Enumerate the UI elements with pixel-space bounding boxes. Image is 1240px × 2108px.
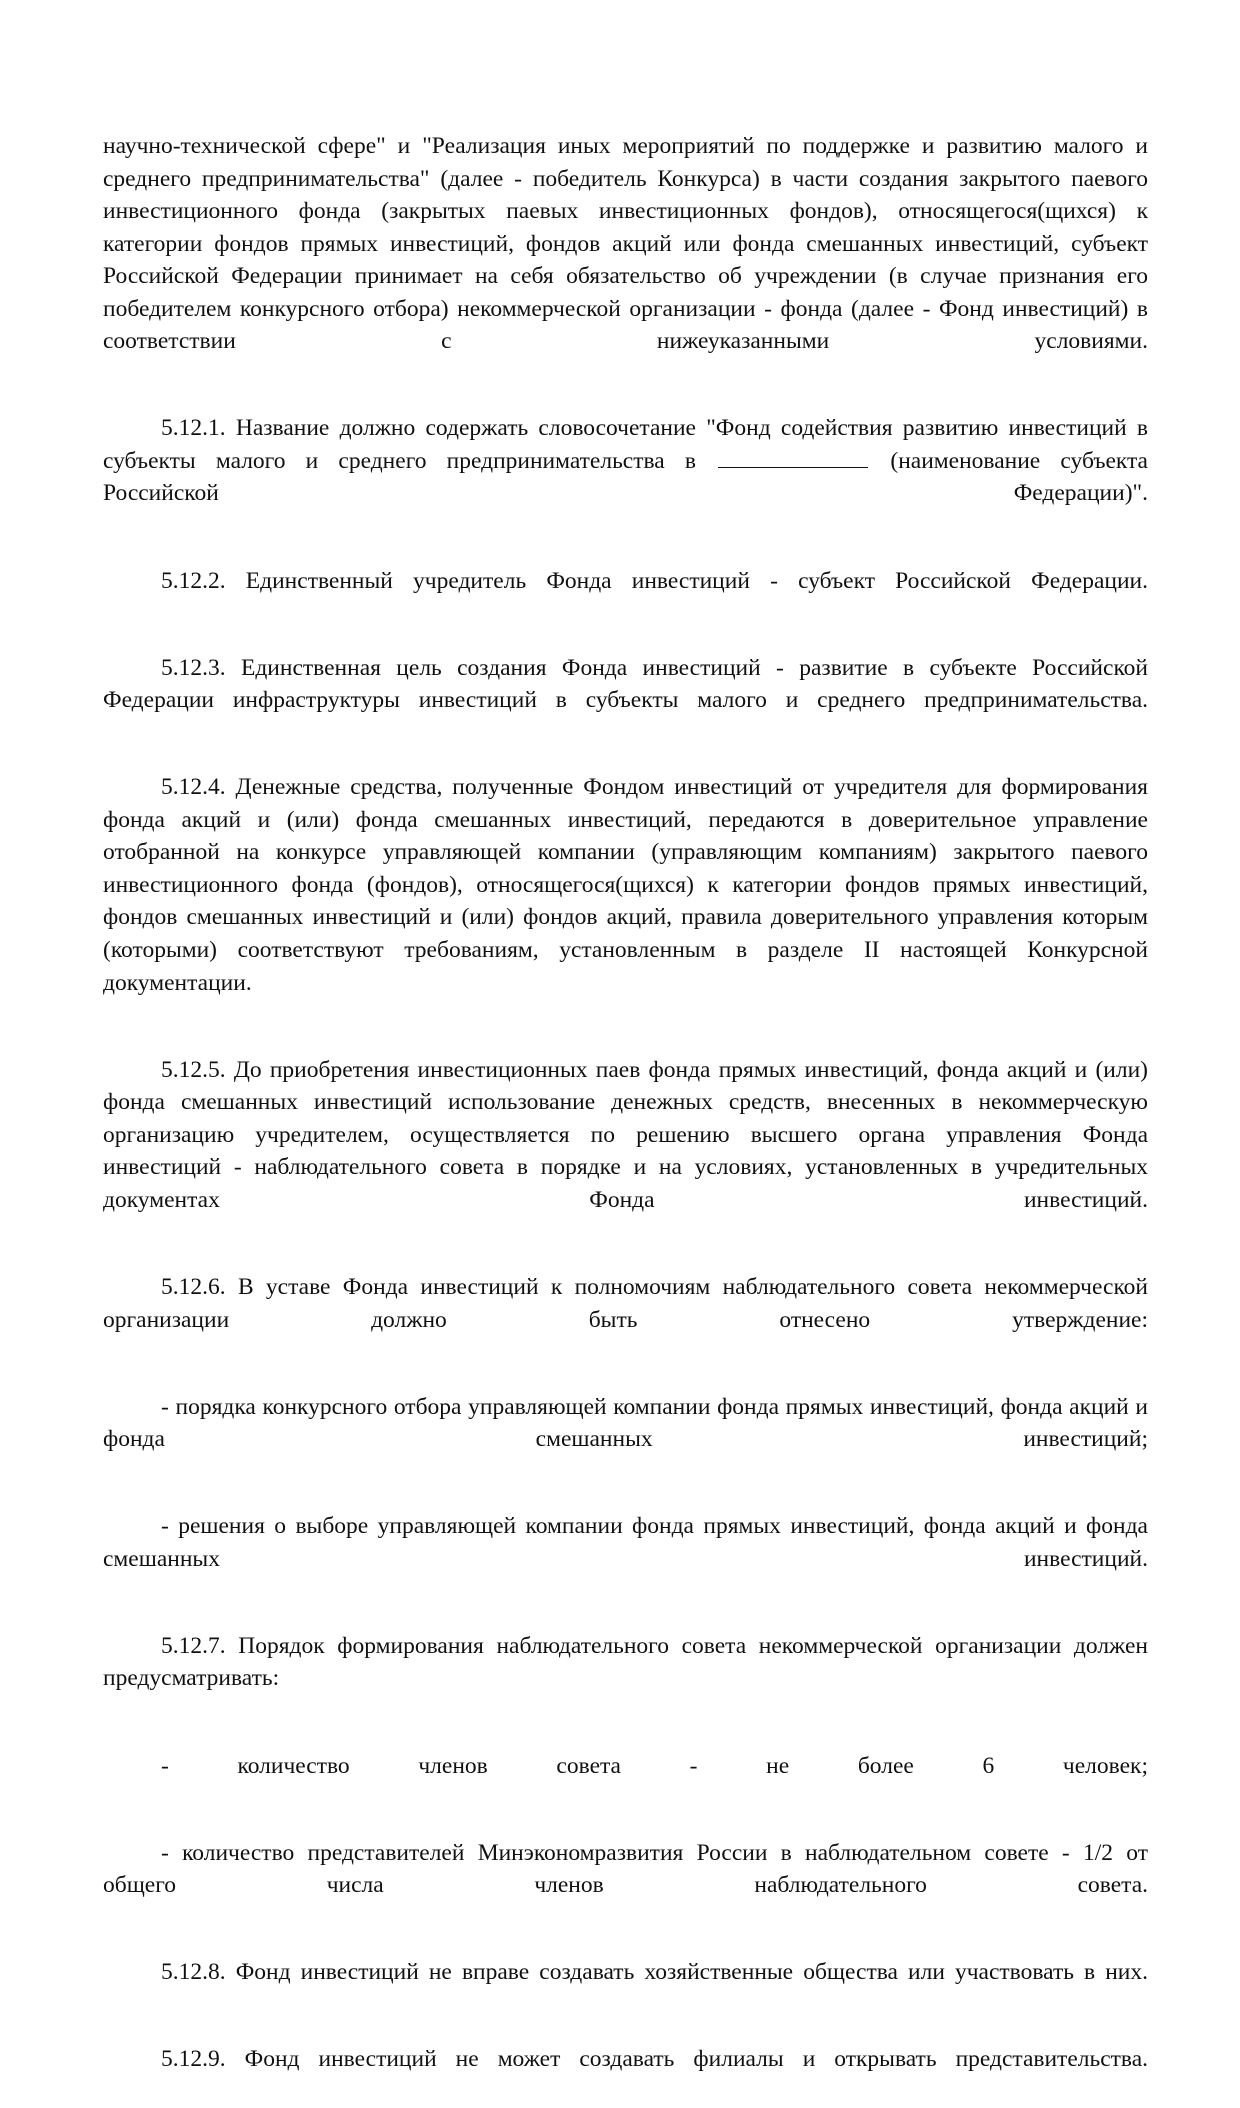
clause-text: 5.12.2. Единственный учредитель Фонда инвестиций - субъект Российской Федерации.	[161, 567, 1148, 594]
clause-5-12-7	[103, 1630, 1148, 1728]
bullet-5-12-6-item-2	[103, 1510, 1148, 1608]
document-body	[103, 130, 1148, 2108]
clause-5-12-3	[103, 652, 1148, 750]
clause-5-12-8	[103, 1956, 1148, 2021]
clause-text: 5.12.7. Порядок формирования наблюдательного совета некоммерческой организации должен предусматривать:	[103, 1632, 1148, 1692]
clause-5-12-9	[103, 2043, 1148, 2108]
paragraph-intro	[103, 130, 1148, 390]
clause-text: 5.12.6. В уставе Фонда инвестиций к полномочиям наблюдательного совета некоммерческой организации должно быть отнесено утверждение:	[103, 1273, 1148, 1333]
bullet-5-12-7-item-1	[103, 1750, 1148, 1815]
clause-text: 5.12.8. Фонд инвестиций не вправе создавать хозяйственные общества или участвовать в них.	[161, 1959, 1148, 1986]
clause-5-12-4	[103, 771, 1148, 1031]
clause-5-12-1	[103, 412, 1148, 542]
clause-text: 5.12.5. До приобретения инвестиционных паев фонда прямых инвестиций, фонда акций и (или) фонда смешанных инвестиций использование денежных средств, внесенных в некоммерческую организацию учредителем, осуществляется по решению высшего органа управления Фонда инвестиций - наблюдательного совета в порядке и на условиях, установленных в учредительных документах Фонда инвестиций.	[103, 1056, 1148, 1213]
bullet-text: - количество членов совета - не более 6 человек;	[161, 1752, 1148, 1779]
clause-text-after-blank: (наименование субъекта Российской Федерации)".	[103, 447, 1148, 507]
fill-in-blank[interactable]	[718, 445, 868, 468]
clause-text-before-blank: 5.12.1. Название должно содержать словосочетание "Фонд содействия развитию инвестиций в субъекты малого и среднего предпринимательства в	[103, 415, 1148, 474]
bullet-text: - решения о выборе управляющей компании фонда прямых инвестиций, фонда акций и фонда смешанных инвестиций.	[103, 1513, 1148, 1572]
bullet-text: - порядка конкурсного отбора управляющей компании фонда прямых инвестиций, фонда акций и фонда смешанных инвестиций;	[103, 1393, 1148, 1453]
clause-text: 5.12.4. Денежные средства, полученные Фондом инвестиций от учредителя для формирования фонда акций и (или) фонда смешанных инвестиций, передаются в доверительное управление отобранной на конкурсе управляющей компании (управляющим компаниям) закрытого паевого инвестиционного фонда (фондов), относящегося(щихся) к категории фондов прямых инвестиций, фондов смешанных инвестиций и (или) фондов акций, правила доверительного управления которым (которыми) соответствуют требованиям, установленным в разделе II настоящей Конкурсной документации.	[103, 774, 1148, 996]
bullet-5-12-7-item-2	[103, 1837, 1148, 1935]
paragraph-text: научно-технической сфере" и "Реализация иных мероприятий по поддержке и развитию малого и среднего предпринимательства" (далее - победитель Конкурса) в части создания закрытого паевого инвестиционного фонда (закрытых паевых инвестиционных фондов), относящегося(щихся) к категории фондов прямых инвестиций, фондов акций или фонда смешанных инвестиций, субъект Российской Федерации принимает на себя обязательство об учреждении (в случае признания его победителем конкурсного отбора) некоммерческой организации - фонда (далее - Фонд инвестиций) в соответствии с нижеуказанными условиями.	[103, 133, 1148, 355]
clause-5-12-6	[103, 1271, 1148, 1369]
bullet-5-12-6-item-1	[103, 1391, 1148, 1489]
clause-5-12-5	[103, 1054, 1148, 1249]
bullet-text: - количество представителей Минэкономразвития России в наблюдательном совете - 1/2 от общего числа членов наблюдательного совета.	[103, 1839, 1148, 1899]
clause-5-12-2	[103, 565, 1148, 630]
clause-text: 5.12.3. Единственная цель создания Фонда инвестиций - развитие в субъекте Российской Федерации инфраструктуры инвестиций в субъекты малого и среднего предпринимательства.	[103, 654, 1148, 714]
clause-text: 5.12.9. Фонд инвестиций не может создавать филиалы и открывать представительства.	[161, 2046, 1148, 2073]
